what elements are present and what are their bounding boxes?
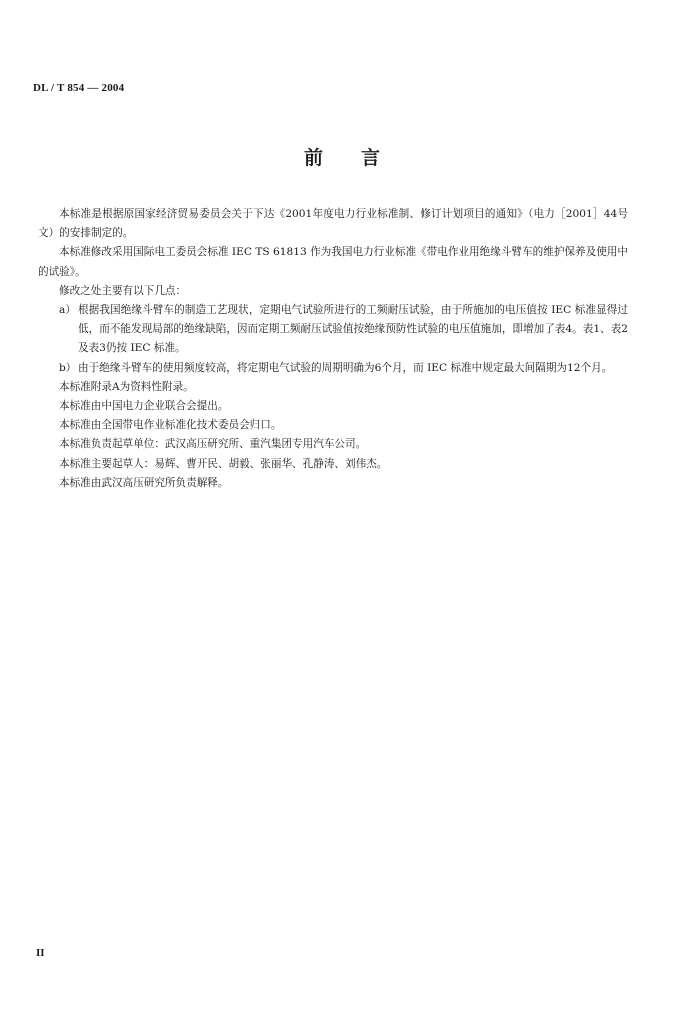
paragraph-adoption: 本标准修改采用国际电工委员会标准 IEC TS 61813 作为我国电力行业标准《带电作业用绝缘斗臂车的维护保养及使用中的试验》。 [38,246,628,278]
paragraph-proposer: 本标准由中国电力企业联合会提出。 [59,400,229,413]
foreword-body [38,205,628,493]
paragraph-modifications-intro: 修改之处主要有以下几点： [59,284,187,297]
paragraph-appendix: 本标准附录A为资料性附录。 [59,380,194,393]
paragraph-administrator: 本标准由全国带电作业标准化技术委员会归口。 [59,419,282,432]
list-item [59,301,628,359]
list-item-text: 根据我国绝缘斗臂车的制造工艺现状，定期电气试验所进行的工频耐压试验，由于所施加的电压值按 IEC 标准显得过低，而不能发现局部的绝缘缺陷，因而定期工频耐压试验值按绝缘预防性试验的电压值施加，即增加了表4。表1、表2及表3仍按 IEC 标准。 [78,304,628,355]
list-item-marker: b） [59,361,77,374]
paragraph-drafters: 本标准主要起草人：易辉、曹开民、胡毅、张丽华、孔静涛、刘伟杰。 [59,457,388,470]
standard-code: DL / T 854 — 2004 [33,82,125,94]
paragraph-drafting-units: 本标准负责起草单位：武汉高压研究所、重汽集团专用汽车公司。 [59,438,367,451]
paragraph-interpretation: 本标准由武汉高压研究所负责解释。 [59,476,229,489]
list-item [59,359,628,378]
list-item-marker: a） [59,304,76,317]
page-number: II [36,947,45,959]
paragraph-basis: 本标准是根据原国家经济贸易委员会关于下达《2001年度电力行业标准制、修订计划项目的通知》（电力［2001］44号文）的安排制定的。 [38,208,628,240]
list-item-text: 由于绝缘斗臂车的使用频度较高，将定期电气试验的周期明确为6个月，而 IEC 标准中规定最大间隔期为12个月。 [78,361,613,374]
page-title: 前言 [303,147,418,169]
